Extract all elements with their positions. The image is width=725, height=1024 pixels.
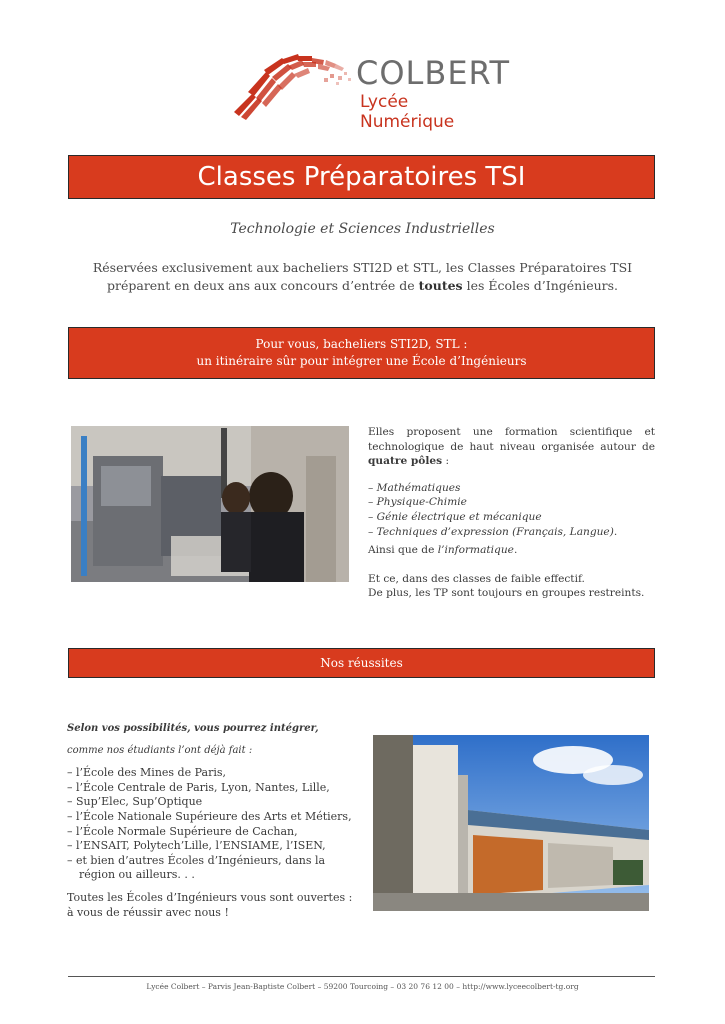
schools-list bbox=[67, 766, 357, 883]
tp-groups-line: De plus, les TP sont toujours en groupes restreints. bbox=[368, 587, 645, 600]
list-item: – Techniques d’expression (Français, Langue). bbox=[368, 525, 618, 538]
title-banner bbox=[68, 155, 655, 199]
formation-intro-after: : bbox=[442, 455, 450, 468]
page-title: Classes Préparatoires TSI bbox=[197, 162, 526, 192]
list-item: – Physique-Chimie bbox=[368, 496, 467, 509]
footer-divider bbox=[68, 976, 655, 977]
success-lead2: comme nos étudiants l’ont déjà fait : bbox=[67, 744, 253, 756]
informatique-line bbox=[368, 543, 655, 558]
class-size-line: Et ce, dans des classes de faible effectif. bbox=[368, 572, 585, 585]
intro-paragraph bbox=[80, 259, 645, 295]
success-banner bbox=[68, 648, 655, 678]
footer-address: Lycée Colbert – Parvis Jean-Baptiste Colbert – 59200 Tourcoing – 03 20 76 12 00 – http://www.lyceecolbert-tg.org bbox=[146, 982, 579, 991]
success-section bbox=[67, 722, 357, 920]
logo-subtitle: Lycée Numérique bbox=[360, 92, 455, 132]
itinerary-banner bbox=[68, 327, 655, 379]
also-after: . bbox=[513, 544, 518, 557]
success-closing: Toutes les Écoles d’Ingénieurs vous sont ouvertes : à vous de réussir avec nous ! bbox=[67, 890, 353, 919]
formation-intro bbox=[368, 425, 655, 469]
list-item: – l’École des Mines de Paris, bbox=[67, 766, 226, 780]
itinerary-banner-line2: un itinéraire sûr pour intégrer une École d’Ingénieurs bbox=[196, 354, 527, 368]
poles-list bbox=[368, 481, 655, 539]
logo bbox=[232, 50, 510, 132]
also-italic: l’informatique bbox=[437, 544, 514, 557]
intro-text-before: Réservées exclusivement aux bacheliers STI2D et STL, les Classes Préparatoires TSI préparent en deux ans aux concours d’entrée de bbox=[92, 260, 633, 293]
also-text: Ainsi que de bbox=[368, 544, 438, 557]
itinerary-banner-line1: Pour vous, bacheliers STI2D, STL : bbox=[255, 337, 468, 351]
list-item: – et bien d’autres Écoles d’Ingénieurs, dans la région ou ailleurs. . . bbox=[67, 853, 326, 882]
list-item: – Mathématiques bbox=[368, 481, 461, 494]
formation-description bbox=[368, 425, 655, 601]
logo-brand: COLBERT bbox=[356, 54, 510, 92]
list-item: – Sup’Elec, Sup’Optique bbox=[67, 795, 203, 809]
list-item: – Génie électrique et mécanique bbox=[368, 510, 542, 523]
school-building-photo bbox=[373, 735, 649, 911]
success-banner-label: Nos réussites bbox=[320, 655, 403, 670]
intro-text-bold: toutes bbox=[418, 278, 463, 293]
formation-intro-text: Elles proposent une formation scientifique et technologique de haut niveau organisée autour de bbox=[368, 426, 655, 453]
list-item: – l’École Centrale de Paris, Lyon, Nantes, Lille, bbox=[67, 780, 330, 794]
success-lead: Selon vos possibilités, vous pourrez intégrer, bbox=[67, 723, 319, 734]
list-item: – l’ENSAIT, Polytech’Lille, l’ENSIAME, l’ISEN, bbox=[67, 839, 326, 853]
page-subtitle: Technologie et Sciences Industrielles bbox=[230, 221, 495, 237]
intro-text-after: les Écoles d’Ingénieurs. bbox=[462, 278, 619, 293]
list-item: – l’École Normale Supérieure de Cachan, bbox=[67, 824, 298, 838]
formation-intro-bold: quatre pôles bbox=[368, 455, 443, 468]
logo-grid-icon bbox=[232, 50, 357, 122]
list-item: – l’École Nationale Supérieure des Arts et Métiers, bbox=[67, 809, 352, 823]
lab-students-photo bbox=[71, 426, 349, 582]
